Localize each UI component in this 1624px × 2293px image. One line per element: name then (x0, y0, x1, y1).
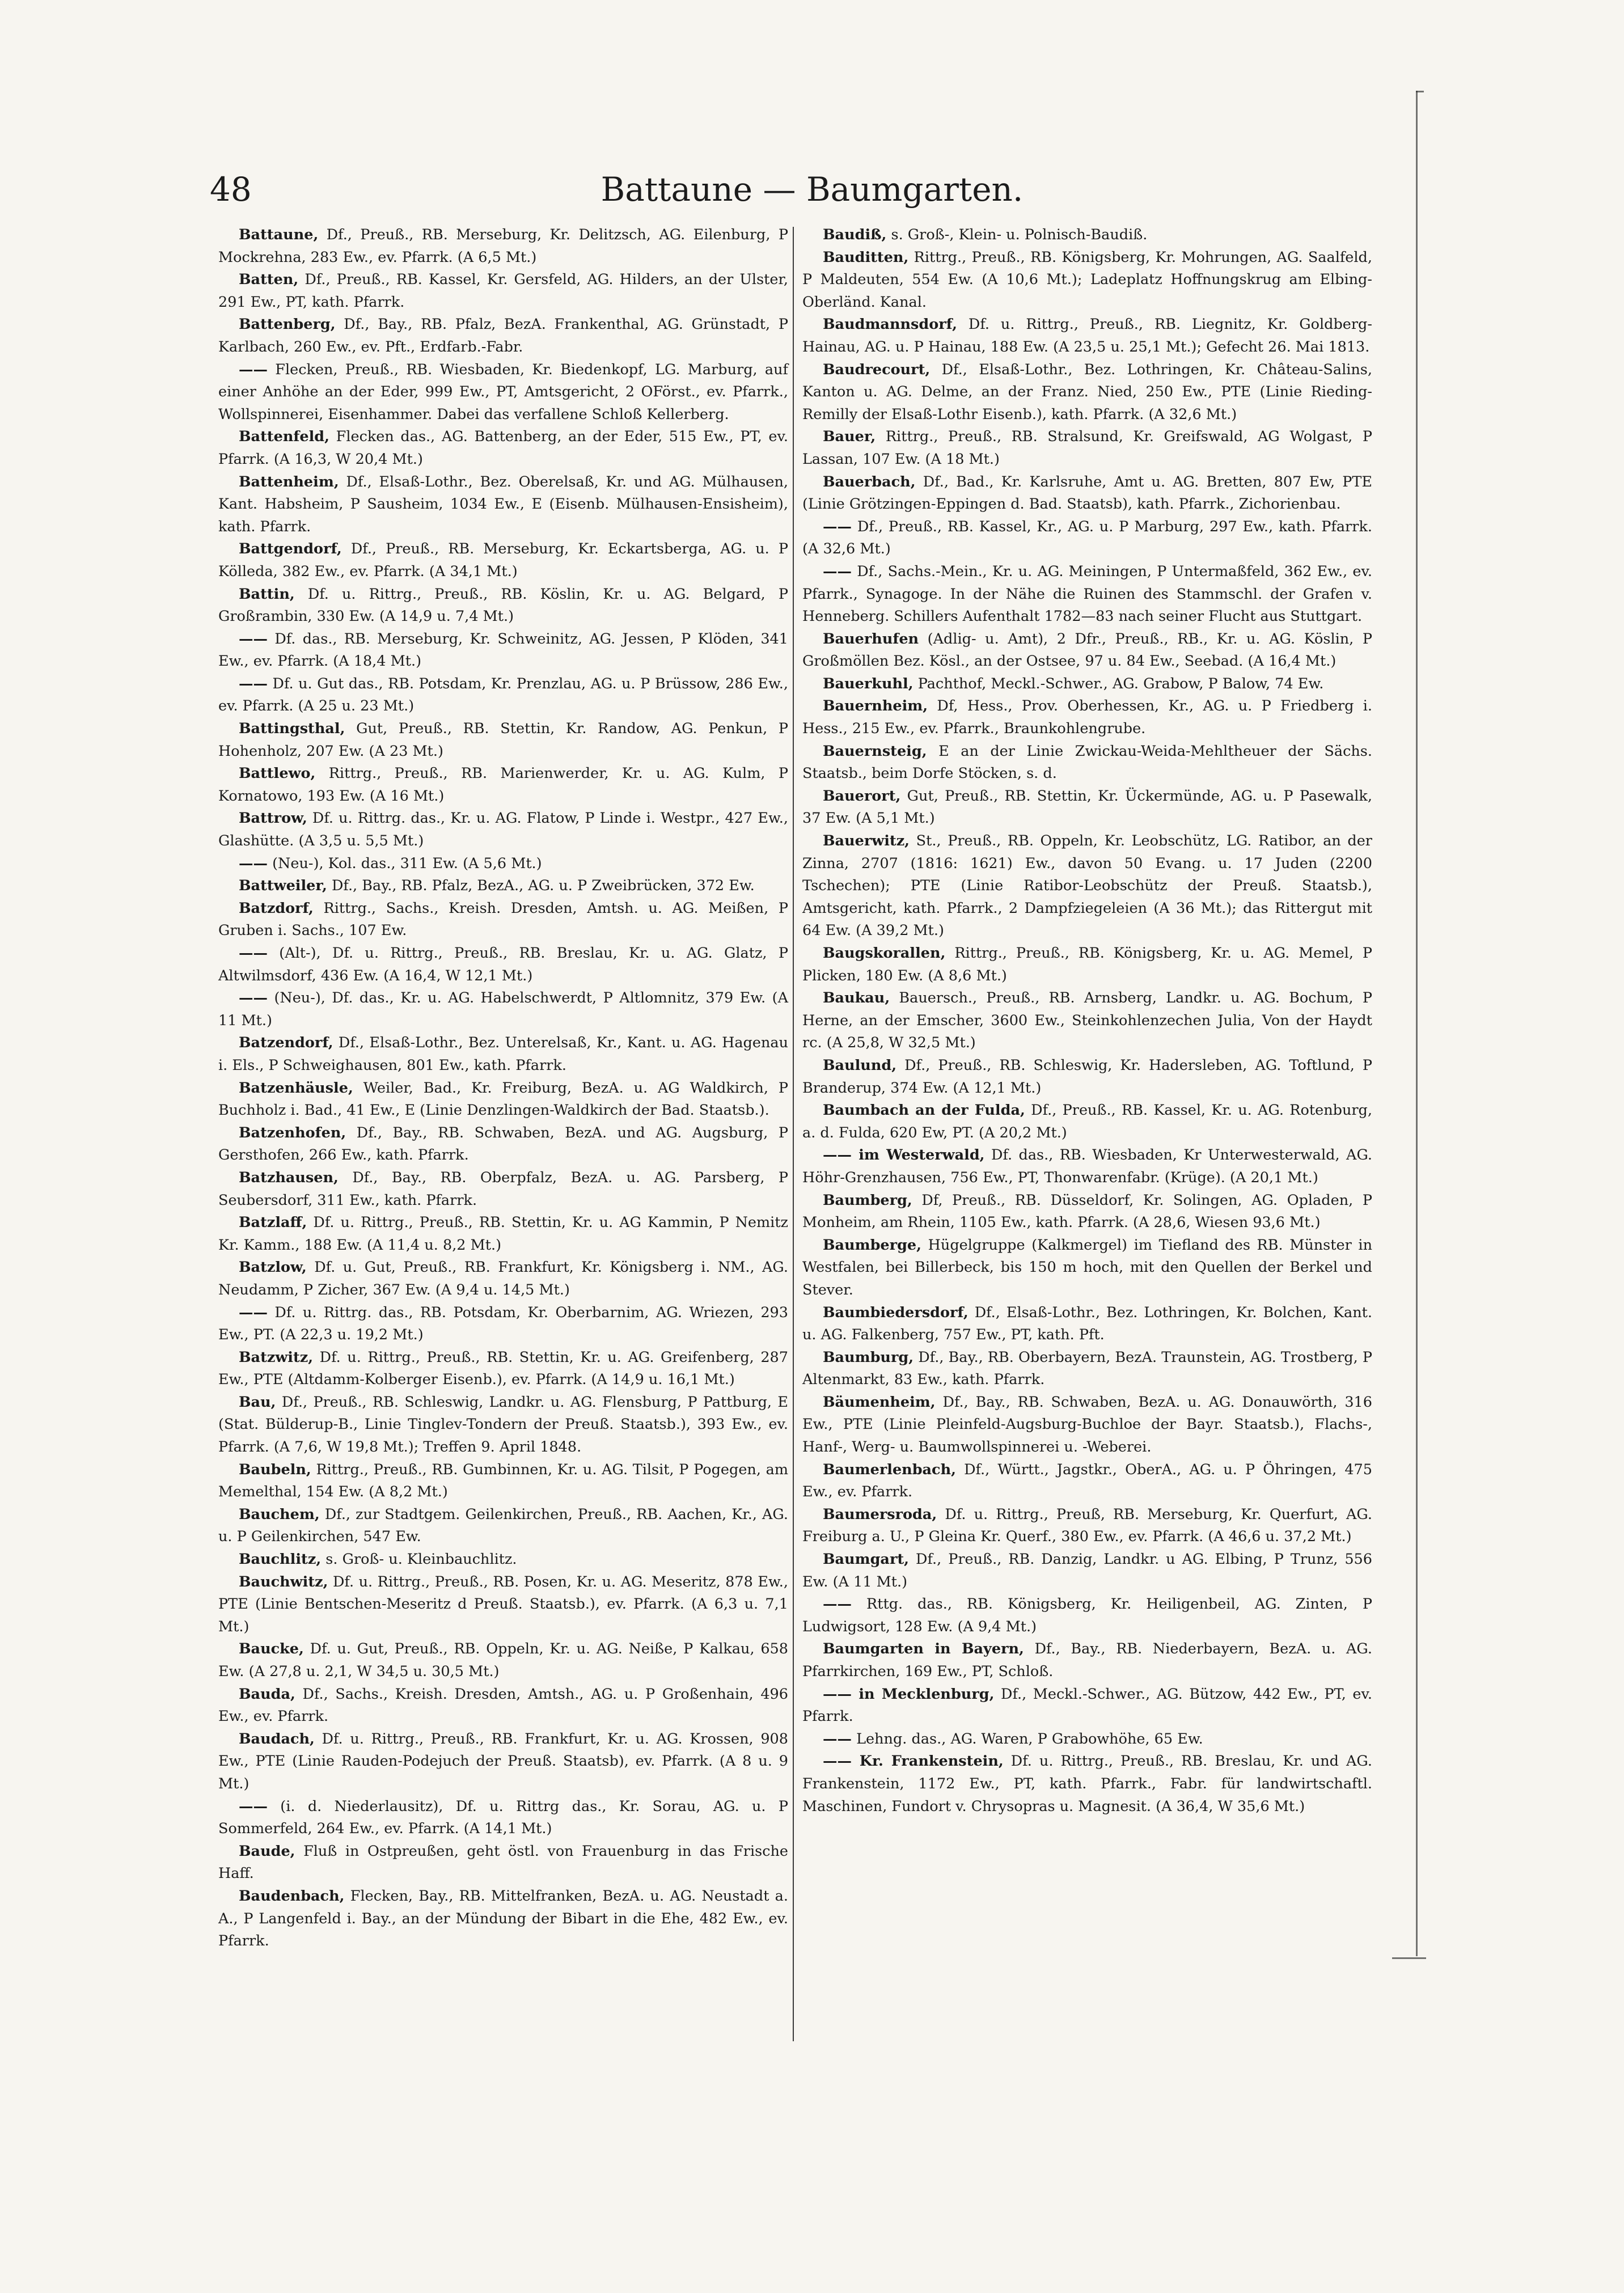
entry-text: s. Groß- u. Kleinbauchlitz. (321, 1551, 517, 1568)
entry-text: Df. u. Rittrg., Preuß., RB. Stettin, Kr. u. AG Kammin, P Nemitz Kr. Kamm., 188 Ew. (A 11,4 u. 8,2 Mt.) (218, 1214, 788, 1254)
entry-headword: Batzhausen, (239, 1169, 339, 1186)
entry-headword: Bauerkuhl, (823, 675, 914, 692)
entry-text: Lehng. das., AG. Waren, P Grabowhöhe, 65 Ew. (852, 1730, 1203, 1748)
entry-headword: Bauerhufen (823, 630, 919, 648)
entry-headword: Batzdorf, (239, 899, 314, 917)
entry-text: Df., Preuß., RB. Schleswig, Kr. Hadersleben, AG. Toftlund, P Branderup, 374 Ew. (A 12,1 Mt.) (802, 1056, 1372, 1097)
entry-text: Df. u. Gut, Preuß., RB. Oppeln, Kr. u. AG. Neiße, P Kalkau, 658 Ew. (A 27,8 u. 2,1, W 34,5 u. 30,5 Mt.) (218, 1640, 788, 1680)
entry-headword: Baubeln, (239, 1461, 311, 1478)
entry-headword: Batzenhäusle, (239, 1079, 353, 1097)
entry-headword: Baudach, (239, 1730, 315, 1748)
entry-headword: Baumgarten in Bayern, (823, 1640, 1024, 1658)
dictionary-entry (802, 359, 1372, 426)
dictionary-entry (802, 1750, 1372, 1818)
entry-headword: —— im Westerwald, (823, 1146, 985, 1164)
dictionary-entry (218, 224, 788, 269)
dictionary-entry (802, 247, 1372, 314)
margin-rule (1416, 91, 1418, 1956)
dictionary-entry (802, 1549, 1372, 1593)
entry-headword: —— (239, 630, 268, 648)
dictionary-entry (802, 830, 1372, 942)
entry-text: Rittrg., Preuß., RB. Königsberg, Kr. u. AG. Memel, P Plicken, 180 Ew. (A 8,6 Mt.) (802, 945, 1372, 984)
entry-headword: Bauchlitz, (239, 1551, 322, 1568)
margin-rule-top (1416, 91, 1424, 92)
entry-headword: Bauditten, (823, 248, 909, 266)
dictionary-entry (218, 1728, 788, 1796)
entry-text: Df., Sachs., Kreish. Dresden, Amtsh., AG. u. P Großenhain, 496 Ew., ev. Pfarrk. (218, 1685, 788, 1725)
dictionary-entry (802, 1190, 1372, 1234)
entry-text: Df. u. Rittrg., Preuß., RB. Posen, Kr. u. AG. Meseritz, 878 Ew., PTE (Linie Bentschen-Meseritz d Preuß. Staatsb.), ev. Pfarrk. (A 6,3 u. 7,1 Mt.) (218, 1573, 788, 1635)
entry-text: (Alt-), Df. u. Rittrg., Preuß., RB. Breslau, Kr. u. AG. Glatz, P Altwilmsdorf, 436 Ew. (A 16,4, W 12,1 Mt.) (218, 945, 788, 984)
dictionary-entry (218, 1167, 788, 1212)
entry-headword: Bauchwitz, (239, 1573, 328, 1590)
entry-text: Df., Elsaß-Lothr., Bez. Unterelsaß, Kr., Kant. u. AG. Hagenau i. Els., P Schweighausen, 801 Ew., kath. Pfarrk. (218, 1034, 788, 1074)
entry-headword: Batten, (239, 271, 299, 289)
entry-headword: Battgendorf, (239, 540, 342, 558)
entry-headword: Bauerbach, (823, 473, 916, 490)
dictionary-entry (802, 987, 1372, 1055)
entry-headword: Baucke, (239, 1640, 304, 1658)
entry-headword: Baudmannsdorf, (823, 316, 957, 333)
entry-text: Gut, Preuß., RB. Stettin, Kr. Randow, AG. Penkun, P Hohenholz, 207 Ew. (A 23 Mt.) (218, 720, 788, 760)
dictionary-entry (802, 426, 1372, 471)
dictionary-entry (802, 741, 1372, 785)
entry-headword: —— (823, 562, 852, 580)
entry-text: Df., Preuß., RB. Schleswig, Landkr. u. AG. Flensburg, P Pattburg, E (Stat. Bülderup-B., Linie Tinglev-Tondern der Preuß. Staatsb.), 393 Ew., ev. Pfarrk. (A 7,6, W 19,8 Mt.); Treffen 9. April 1848. (218, 1393, 788, 1456)
entry-text: E an der Linie Zwickau-Weida-Mehltheuer der Sächs. Staatsb., beim Dorfe Stöcken, s. d. (802, 742, 1372, 782)
entry-text: Df., Bay., RB. Oberpfalz, BezA. u. AG. Parsberg, P Seubersdorf, 311 Ew., kath. Pfarrk. (218, 1169, 788, 1209)
entry-text: Rittrg., Preuß., RB. Königsberg, Kr. Mohrungen, AG. Saalfeld, P Maldeuten, 554 Ew. (A 10,6 Mt.); Ladeplatz Hoffnungskrug am Elbing-Oberländ. Kanal. (802, 248, 1372, 311)
left-column (218, 224, 788, 1953)
entry-text: (i. d. Niederlausitz), Df. u. Rittrg das., Kr. Sorau, AG. u. P Sommerfeld, 264 Ew., ev. Pfarrk. (A 14,1 Mt.) (218, 1797, 788, 1838)
entry-text: Df., Sachs.-Mein., Kr. u. AG. Meiningen, P Untermaßfeld, 362 Ew., ev. Pfarrk., Synagoge. In der Nähe die Ruinen des Stammschl. der Grafen v. Henneberg. Schillers Aufenthalt 1782—83 nach seiner Flucht aus Stuttgart. (802, 562, 1372, 625)
entry-headword: Bauda, (239, 1685, 295, 1703)
dictionary-entry (802, 1391, 1372, 1459)
dictionary-entry (218, 1885, 788, 1953)
entry-text: Df., Preuß., RB. Kassel, Kr. u. AG. Rotenburg, a. d. Fulda, 620 Ew, PT. (A 20,2 Mt.) (802, 1102, 1372, 1141)
entry-headword: Baumburg, (823, 1348, 914, 1366)
dictionary-entry (218, 1571, 788, 1639)
dictionary-entry (218, 673, 788, 718)
entry-text: Df., Bay., RB. Schwaben, BezA. u. AG. Donauwörth, 316 Ew., PTE (Linie Pleinfeld-Augsburg-Buchloe der Bayr. Staatsb.), Flachs-, Hanf-, Werg- u. Baumwollspinnerei u. -Weberei. (802, 1393, 1372, 1456)
entry-headword: —— in Mecklenburg, (823, 1685, 995, 1703)
dictionary-entry (802, 942, 1372, 987)
entry-text: Df., Preuß., RB. Merseburg, Kr. Delitzsch, AG. Eilenburg, P Mockrehna, 283 Ew., ev. Pfarrk. (A 6,5 Mt.) (218, 226, 788, 266)
entry-text: Bauersch., Preuß., RB. Arnsberg, Landkr. u. AG. Bochum, P Herne, an der Emscher, 3600 Ew., Steinkohlenzechen Julia, Von der Haydt rc. (A 25,8, W 32,5 Mt.) (802, 989, 1372, 1052)
dictionary-entry (802, 516, 1372, 561)
entry-headword: —— Kr. Frankenstein, (823, 1753, 1004, 1770)
entry-text: Df., Preuß., RB. Kassel, Kr., AG. u. P Marburg, 297 Ew., kath. Pfarrk. (A 32,6 Mt.) (802, 518, 1372, 558)
dictionary-entry (802, 1302, 1372, 1347)
entry-text: Gut, Preuß., RB. Stettin, Kr. Ückermünde, AG. u. P Pasewalk, 37 Ew. (A 5,1 Mt.) (802, 787, 1372, 827)
entry-headword: Baumberge, (823, 1236, 922, 1254)
entry-headword: Battweiler, (239, 877, 327, 895)
entry-headword: —— (823, 518, 852, 535)
entry-headword: Baumersroda, (823, 1505, 937, 1523)
dictionary-entry (218, 1032, 788, 1077)
entry-headword: Bäumenheim, (823, 1393, 936, 1411)
dictionary-entry (218, 942, 788, 987)
entry-text: Df., Preuß., RB. Danzig, Landkr. u AG. Elbing, P Trunz, 556 Ew. (A 11 Mt.) (802, 1551, 1372, 1590)
entry-headword: Batzenhofen, (239, 1124, 346, 1141)
entry-headword: —— (239, 1797, 268, 1815)
entry-text: Df. u. Rittrg., Preuß., RB. Stettin, Kr. u. AG. Greifenberg, 287 Ew., PTE (Altdamm-Kolberger Eisenb.), ev. Pfarrk. (A 14,9 u. 16,1 Mt.) (218, 1348, 788, 1389)
entry-headword: Bauernheim, (823, 697, 928, 715)
entry-headword: Baugskorallen, (823, 945, 946, 962)
entry-headword: Battenfeld, (239, 428, 329, 446)
entry-headword: Bauer, (823, 428, 876, 446)
entry-text: s. Groß-, Klein- u. Polnisch-Baudiß. (886, 226, 1148, 243)
dictionary-entry (218, 987, 788, 1032)
dictionary-entry (802, 673, 1372, 696)
entry-text: Df., Württ., Jagstkr., OberA., AG. u. P Öhringen, 475 Ew., ev. Pfarrk. (802, 1461, 1372, 1501)
entry-text: Df., Bay., RB. Pfalz, BezA., AG. u. P Zweibrücken, 372 Ew. (327, 877, 755, 895)
dictionary-entry (802, 1593, 1372, 1638)
entry-headword: —— (239, 854, 268, 872)
entry-headword: Bau, (239, 1393, 276, 1411)
entry-text: Df. u. Rittrg. das., Kr. u. AG. Flatow, P Linde i. Westpr., 427 Ew., Glashütte. (A 3,5 u. 5,5 Mt.) (218, 810, 788, 850)
dictionary-entry (218, 1391, 788, 1459)
entry-text: Df., Meckl.-Schwer., AG. Bützow, 442 Ew., PT, ev. Pfarrk. (802, 1685, 1372, 1725)
dictionary-entry (802, 224, 1372, 247)
entry-text: Df. u. Rittrg., Preuß, RB. Merseburg, Kr. Querfurt, AG. Freiburg a. U., P Gleina Kr. Querf., 380 Ew., ev. Pfarrk. (A 46,6 u. 37,2 Mt.) (802, 1505, 1372, 1546)
dictionary-entry (218, 538, 788, 583)
entry-text: Weiler, Bad., Kr. Freiburg, BezA. u. AG Waldkirch, P Buchholz i. Bad., 41 Ew., E (Linie Denzlingen-Waldkirch der Bad. Staatsb.). (218, 1079, 788, 1119)
dictionary-entry (218, 1549, 788, 1571)
entry-text: (Neu-), Kol. das., 311 Ew. (A 5,6 Mt.) (268, 854, 542, 872)
entry-text: Df, Preuß., RB. Düsseldorf, Kr. Solingen, AG. Opladen, P Monheim, am Rhein, 1105 Ew., kath. Pfarrk. (A 28,6, Wiesen 93,6 Mt.) (802, 1191, 1372, 1232)
dictionary-entry (802, 1099, 1372, 1144)
entry-headword: Baumgart, (823, 1551, 910, 1568)
dictionary-entry (218, 875, 788, 898)
dictionary-entry (802, 471, 1372, 516)
dictionary-entry (218, 718, 788, 763)
dictionary-entry (218, 1257, 788, 1301)
entry-headword: Bauerwitz, (823, 832, 910, 850)
dictionary-entry (802, 695, 1372, 740)
entry-text: Flecken, Bay., RB. Mittelfranken, BezA. u. AG. Neustadt a. A., P Langenfeld i. Bay., an der Mündung der Bibart in die Ehe, 482 Ew., ev. Pfarrk. (218, 1887, 788, 1950)
entry-headword: Baumbach an der Fulda, (823, 1102, 1025, 1119)
page-title: Battaune — Baumgarten. (600, 170, 1024, 209)
entry-text: Flecken das., AG. Battenberg, an der Eder, 515 Ew., PT, ev. Pfarrk. (A 16,3, W 20,4 Mt.) (218, 428, 788, 468)
entry-headword: Baukau, (823, 989, 890, 1007)
entry-headword: —— (239, 361, 268, 378)
dictionary-entry (218, 583, 788, 628)
entry-text: Df., zur Stadtgem. Geilenkirchen, Preuß., RB. Aachen, Kr., AG. u. P Geilenkirchen, 547 Ew. (218, 1505, 788, 1546)
entry-headword: —— (239, 989, 268, 1007)
entry-text: Df., Bay., RB. Niederbayern, BezA. u. AG. Pfarrkirchen, 169 Ew., PT, Schloß. (802, 1640, 1372, 1680)
entry-headword: Baumberg, (823, 1191, 912, 1209)
entry-text: Df. u. Rittrg., Preuß., RB. Liegnitz, Kr. Goldberg-Hainau, AG. u. P Hainau, 188 Ew. (A 23,5 u. 25,1 Mt.); Gefecht 26. Mai 1813. (802, 316, 1372, 356)
dictionary-entry (218, 807, 788, 852)
dictionary-entry (218, 359, 788, 426)
page-number: 48 (210, 170, 252, 209)
entry-text: Df, Hess., Prov. Oberhessen, Kr., AG. u. P Friedberg i. Hess., 215 Ew., ev. Pfarrk., Braunkohlengrube. (802, 697, 1372, 738)
entry-headword: Bauernsteig, (823, 742, 927, 760)
entry-text: Df., Elsaß-Lothr., Bez. Lothringen, Kr. Château-Salins, Kanton u. AG. Delme, an der Franz. Nied, 250 Ew., PTE (Linie Rieding-Remilly der Elsaß-Lothr Eisenb.), kath. Pfarrk. (A 32,6 Mt.) (802, 361, 1372, 423)
entry-text: Df., Bay., RB. Schwaben, BezA. und AG. Augsburg, P Gersthofen, 266 Ew., kath. Pfarrk. (218, 1124, 788, 1164)
entry-text: Df. u. Rittrg., Preuß., RB. Köslin, Kr. u. AG. Belgard, P Großrambin, 330 Ew. (A 14,9 u. 7,4 Mt.) (218, 585, 788, 625)
entry-headword: Batzendorf, (239, 1034, 333, 1052)
entry-text: (Adlig- u. Amt), 2 Dfr., Preuß., RB., Kr. u. AG. Köslin, P Großmöllen Bez. Kösl., an der Ostsee, 97 u. 84 Ew., Seebad. (A 16,4 Mt.) (802, 630, 1372, 670)
entry-headword: Baumerlenbach, (823, 1461, 957, 1478)
dictionary-entry (802, 561, 1372, 628)
entry-text: Rittrg., Preuß., RB. Gumbinnen, Kr. u. AG. Tilsit, P Pogegen, am Memelthal, 154 Ew. (A 8,2 Mt.) (218, 1461, 788, 1501)
margin-rule-bottom (1392, 1957, 1426, 1959)
entry-headword: —— (239, 1304, 268, 1321)
entry-headword: —— (823, 1596, 852, 1613)
entry-text: Df. u. Rittrg. das., RB. Potsdam, Kr. Oberbarnim, AG. Wriezen, 293 Ew., PT. (A 22,3 u. 19,2 Mt.) (218, 1304, 788, 1344)
dictionary-entry (218, 1638, 788, 1683)
entry-text: Rittrg., Preuß., RB. Marienwerder, Kr. u. AG. Kulm, P Kornatowo, 193 Ew. (A 16 Mt.) (218, 765, 788, 805)
dictionary-entry (218, 763, 788, 807)
dictionary-entry (218, 471, 788, 539)
dictionary-entry (218, 628, 788, 673)
entry-text: (Neu-), Df. das., Kr. u. AG. Habelschwerdt, P Altlomnitz, 379 Ew. (A 11 Mt.) (218, 989, 788, 1029)
entry-text: Flecken, Preuß., RB. Wiesbaden, Kr. Biedenkopf, LG. Marburg, auf einer Anhöhe an der Eder, 999 Ew., PT, Amtsgericht, 2 OFörst., ev. Pfarrk., Wollspinnerei, Eisenhammer. Dabei das verfallene Schloß Kellerberg. (218, 361, 788, 423)
entry-text: St., Preuß., RB. Oppeln, Kr. Leobschütz, LG. Ratibor, an der Zinna, 2707 (1816: 1621) Ew., davon 50 Evang. u. 17 Juden (2200 Tschechen); PTE (Linie Ratibor-Leobschütz der Preuß. Staatsb.), Amtsgericht, kath. Pfarrk., 2 Dampfziegeleien (A 36 Mt.); das Rittergut mit 64 Ew. (A 39,2 Mt.) (802, 832, 1372, 940)
entry-headword: Baudenbach, (239, 1887, 345, 1905)
dictionary-entry (802, 1234, 1372, 1302)
dictionary-entry (802, 1638, 1372, 1683)
dictionary-entry (802, 1459, 1372, 1504)
dictionary-entry (802, 1683, 1372, 1728)
right-column (802, 224, 1372, 1818)
entry-headword: Battlewo, (239, 765, 316, 782)
entry-text: Df. das., RB. Wiesbaden, Kr Unterwesterwald, AG. Höhr-Grenzhausen, 756 Ew., PT, Thonwarenfabr. (Krüge). (A 20,1 Mt.) (802, 1146, 1373, 1186)
dictionary-entry (802, 1055, 1372, 1099)
dictionary-entry (218, 1683, 788, 1728)
entry-headword: Batzlaff, (239, 1214, 307, 1232)
entry-headword: Battenheim, (239, 473, 339, 490)
entry-text: Df., Bay., RB. Pfalz, BezA. Frankenthal, AG. Grünstadt, P Karlbach, 260 Ew., ev. Pft., Erdfarb.-Fabr. (218, 316, 788, 356)
dictionary-entry (802, 1728, 1372, 1751)
dictionary-entry (218, 853, 788, 875)
dictionary-entry (802, 314, 1372, 358)
dictionary-entry (802, 1347, 1372, 1391)
dictionary-entry (218, 1504, 788, 1549)
entry-text: Df. u. Gut, Preuß., RB. Frankfurt, Kr. Königsberg i. NM., AG. Neudamm, P Zicher, 367 Ew. (A 9,4 u. 14,5 Mt.) (218, 1259, 788, 1298)
entry-headword: Baudiß, (823, 226, 887, 243)
entry-headword: Baulund, (823, 1056, 897, 1074)
entry-text: Df. u. Gut das., RB. Potsdam, Kr. Prenzlau, AG. u. P Brüssow, 286 Ew., ev. Pfarrk. (A 25 u. 23 Mt.) (218, 675, 788, 715)
entry-headword: Battaune, (239, 226, 319, 243)
entry-headword: Baudrecourt, (823, 361, 931, 378)
entry-text: Df. das., RB. Merseburg, Kr. Schweinitz, AG. Jessen, P Klöden, 341 Ew., ev. Pfarrk. (A 18,4 Mt.) (218, 630, 788, 670)
dictionary-entry (218, 1122, 788, 1167)
entry-text: Df., Elsaß-Lothr., Bez. Lothringen, Kr. Bolchen, Kant. u. AG. Falkenberg, 757 Ew., PT, kath. Pft. (802, 1304, 1372, 1344)
entry-headword: —— (239, 675, 268, 692)
entry-headword: —— (239, 945, 268, 962)
dictionary-entry (218, 426, 788, 471)
dictionary-entry (218, 1459, 788, 1504)
entry-text: Hügelgruppe (Kalkmergel) im Tiefland des RB. Münster in Westfalen, bei Billerbeck, bis 150 m hoch, mit den Quellen der Berkel und Stever. (802, 1236, 1372, 1298)
entry-text: Fluß in Ostpreußen, geht östl. von Frauenburg in das Frische Haff. (218, 1842, 788, 1882)
entry-headword: Baude, (239, 1842, 295, 1860)
column-divider (793, 227, 794, 2041)
entry-text: Rittrg., Preuß., RB. Stralsund, Kr. Greifswald, AG Wolgast, P Lassan, 107 Ew. (A 18 Mt.) (802, 428, 1372, 468)
entry-text: Df., Preuß., RB. Kassel, Kr. Gersfeld, AG. Hilders, an der Ulster, 291 Ew., PT, kath. Pfarrk. (218, 271, 788, 311)
entry-text: Df. u. Rittrg., Preuß., RB. Frankfurt, Kr. u. AG. Krossen, 908 Ew., PTE (Linie Rauden-Podejuch der Preuß. Staatsb), ev. Pfarrk. (A 8 u. 9 Mt.) (218, 1730, 788, 1792)
entry-text: Df., Bad., Kr. Karlsruhe, Amt u. AG. Bretten, 807 Ew, PTE (Linie Grötzingen-Eppingen d. Bad. Staatsb), kath. Pfarrk., Zichorienbau. (802, 473, 1372, 513)
entry-text: Df., Elsaß-Lothr., Bez. Oberelsaß, Kr. und AG. Mülhausen, Kant. Habsheim, P Sausheim, 1034 Ew., E (Eisenb. Mülhausen-Ensisheim), kath. Pfarrk. (218, 473, 788, 535)
entry-headword: Bauchem, (239, 1505, 320, 1523)
dictionary-entry (218, 1796, 788, 1841)
entry-headword: Batzlow, (239, 1259, 307, 1276)
dictionary-entry (802, 628, 1372, 673)
entry-text: Pachthof, Meckl.-Schwer., AG. Grabow, P Balow, 74 Ew. (913, 675, 1324, 692)
entry-text: Rittrg., Sachs., Kreish. Dresden, Amtsh. u. AG. Meißen, P Gruben i. Sachs., 107 Ew. (218, 899, 788, 940)
dictionary-entry (218, 898, 788, 942)
entry-headword: Battin, (239, 585, 295, 603)
entry-text: Df., Preuß., RB. Merseburg, Kr. Eckartsberga, AG. u. P Kölleda, 382 Ew., ev. Pfarrk. (A 34,1 Mt.) (218, 540, 788, 580)
dictionary-entry (218, 269, 788, 314)
dictionary-entry (802, 1504, 1372, 1549)
dictionary-entry (218, 1077, 788, 1122)
entry-headword: Bauerort, (823, 787, 901, 805)
dictionary-entry (218, 314, 788, 358)
entry-headword: —— (823, 1730, 852, 1748)
entry-headword: Battenberg, (239, 316, 336, 333)
entry-text: Df. u. Rittrg., Preuß., RB. Breslau, Kr. und AG. Frankenstein, 1172 Ew., PT, kath. Pfarrk., Fabr. für landwirtschaftl. Maschinen, Fundort v. Chrysopras u. Magnesit. (A 36,4, W 35,6 Mt.) (802, 1753, 1372, 1815)
entry-headword: Battrow, (239, 810, 307, 827)
entry-text: Df., Bay., RB. Oberbayern, BezA. Traunstein, AG. Trostberg, P Altenmarkt, 83 Ew., kath. Pfarrk. (802, 1348, 1372, 1389)
dictionary-entry (218, 1841, 788, 1885)
entry-headword: Battingsthal, (239, 720, 345, 738)
entry-headword: Baumbiedersdorf, (823, 1304, 969, 1321)
dictionary-entry (218, 1347, 788, 1391)
dictionary-entry (802, 785, 1372, 830)
dictionary-entry (218, 1212, 788, 1257)
entry-headword: Batzwitz, (239, 1348, 314, 1366)
dictionary-entry (802, 1144, 1372, 1189)
entry-text: Rttg. das., RB. Königsberg, Kr. Heiligenbeil, AG. Zinten, P Ludwigsort, 128 Ew. (A 9,4 Mt.) (802, 1596, 1372, 1635)
dictionary-entry (218, 1302, 788, 1347)
